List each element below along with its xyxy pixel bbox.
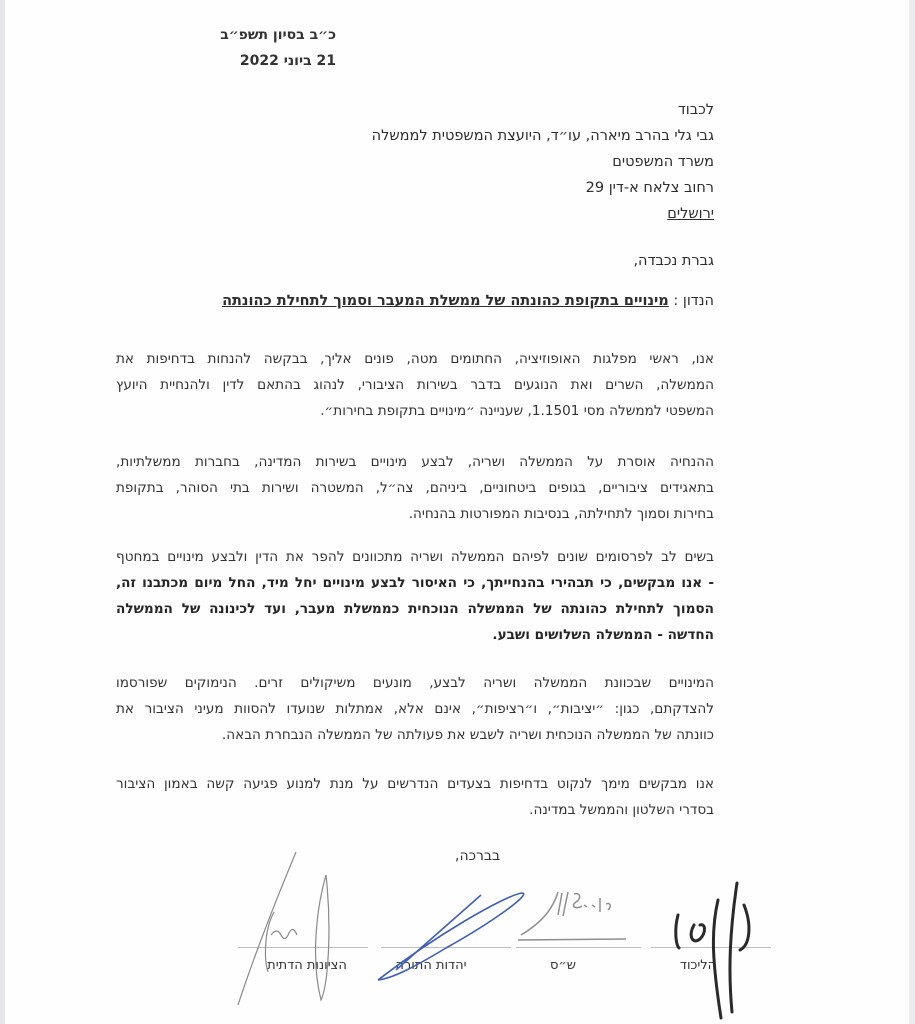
paragraph-line: ההנחיה אוסרת על הממשלה ושריה, לבצע מינויים בשירות המדינה, בחברות ממשלתיות,	[116, 454, 714, 470]
paragraph-line: כוונתה של הממשלה הנוכחית ושריה לשבש את פעולתה של הממשלה הנבחרת הבאה.	[221, 727, 714, 743]
signatory-label-likud: הליכוד	[679, 958, 717, 973]
salutation: לכבוד	[677, 102, 714, 118]
paragraph-line: אנו, ראשי מפלגות האופוזיציה, החתומים מטה, פונים אליך, בבקשה להנחות בדחיפות את	[116, 351, 714, 367]
page-edge-left	[0, 0, 5, 1024]
paragraph-line-bold: הסמוך לתחילת כהונתה של הממשלה הנוכחית כממשלת מעבר, ועד לכינונה של הממשלה	[116, 601, 714, 617]
signatory-label-utj: יהדות התורה	[395, 958, 467, 973]
subject-label: הנדון :	[673, 293, 714, 309]
paragraph-line: הממשלה, השרים ואת הנוגעים בדבר בשירות הציבורי, לנהוג בהתאם לדין ולהנחיית היועץ	[116, 377, 714, 393]
paragraph-line: בתאגידים ציבוריים, בגופים ביטחוניים, ביניהם, צה״ל, המשטרה ושירות בתי הסוהר, בתקופת	[116, 480, 714, 496]
date-gregorian: 21 ביוני 2022	[239, 53, 336, 69]
paragraph-line: המינויים שבכוונת הממשלה ושריה לבצע, מונעים משיקולים זרים. הנימוקים שפורסמו	[116, 675, 714, 691]
signatory-label-religious-zionism: הציונות הדתית	[267, 958, 347, 973]
signature-likud-icon	[676, 883, 749, 1018]
subject-text: מינויים בתקופת כהונתה של ממשלת המעבר וסמוך לתחילת כהונתה	[222, 293, 669, 309]
paragraph-line: בשים לב לפרסומים שונים לפיהם הממשלה ושריה מתכוונים להפר את הדין ולבצע מינויים במחטף	[116, 549, 714, 565]
signatures-overlay	[6, 0, 909, 1024]
signature-religious-zionism-icon	[238, 852, 329, 1005]
paragraph-line: המשפטי לממשלה מסי 1.1501, שעניינה ״מינויים בתקופת בחירות״.	[320, 403, 714, 419]
recipient-name: גבי גלי בהרב מיארה, עו״ד, היועצת המשפטית לממשלה	[371, 128, 714, 144]
page-edge-right	[909, 0, 915, 1024]
letter-page	[6, 0, 909, 1024]
recipient-street: רחוב צלאח א-דין 29	[585, 180, 714, 196]
paragraph-line: אנו מבקשים מימך לנקוט בדחיפות בצעדים הנדרשים על מנת למנוע פגיעה קשה באמון הציבור	[116, 776, 714, 792]
signature-utj-icon	[378, 893, 524, 980]
signatory-label-shas: ש״ס	[549, 958, 577, 973]
paragraph-line-bold: החדשה - הממשלה השלושים ושבע.	[492, 627, 714, 643]
paragraph-line-bold: - אנו מבקשים, כי תבהירי בהנחייתך, כי האיסור לבצע מינויים יחל מיד, החל מיום מכתבנו זה,	[116, 575, 714, 591]
signature-shas-icon	[518, 892, 626, 940]
greeting: גברת נכבדה,	[633, 253, 714, 269]
recipient-office: משרד המשפטים	[612, 154, 714, 170]
closing: בברכה,	[455, 848, 501, 864]
paragraph-line: להצדקתם, כגון: ״יציבות״, ו״רציפות״, אינם אלא, אמתלות שנועדו להסוות מעיני הציבור את	[116, 701, 714, 717]
paragraph-line: בסדרי השלטון והממשל במדינה.	[529, 802, 714, 818]
paragraph-line: בחירות וסמוך לתחילתה, בנסיבות המפורטות בהנחיה.	[408, 506, 714, 522]
date-hebrew: כ״ב בסיון תשפ״ב	[220, 27, 336, 43]
recipient-city: ירושלים	[667, 206, 714, 222]
